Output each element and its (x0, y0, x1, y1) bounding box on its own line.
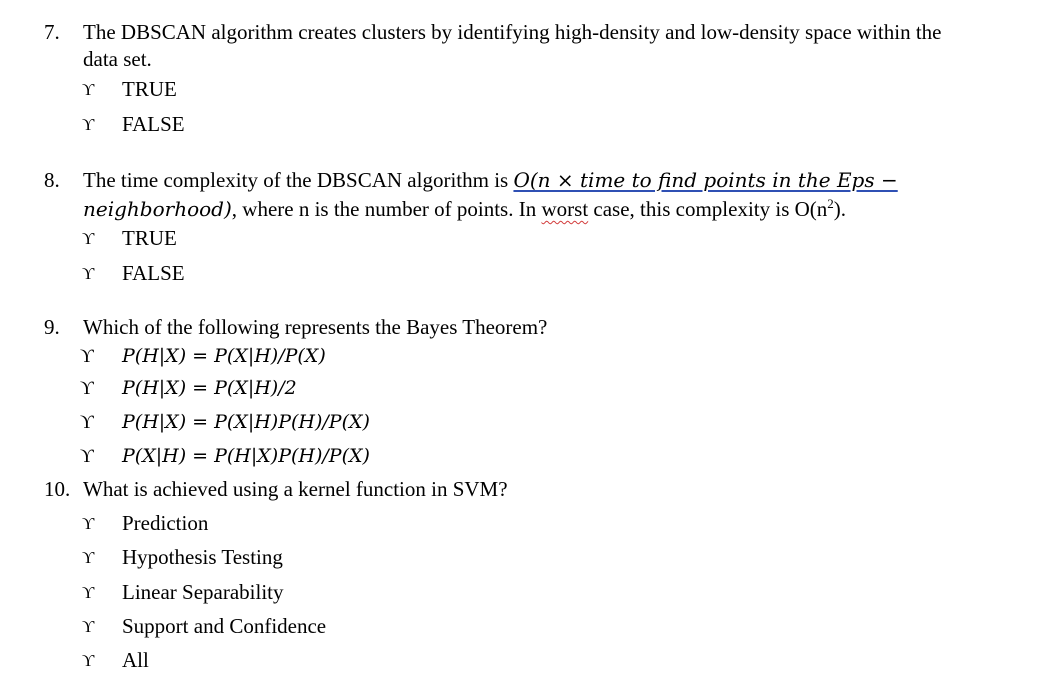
option-bullet-icon: ϒ (82, 514, 95, 533)
question-text-suffix-a: , where n is the number of points. In (231, 197, 542, 221)
option-hypothesis-testing[interactable]: Hypothesis Testing (122, 545, 283, 569)
option-true[interactable]: TRUE (122, 77, 177, 101)
option-bullet-icon: ϒ (80, 346, 94, 367)
misspelled-word: worst (541, 197, 589, 221)
question-number: 7. (44, 20, 60, 44)
option-formula-2[interactable]: P(H|X) = P(X|H)/2 (122, 377, 297, 399)
option-false[interactable]: FALSE (122, 112, 185, 136)
complexity-formula-part1: O(n × time to find points in the Eps − (513, 168, 898, 192)
question-text: Which of the following represents the Bayes Theorem? (83, 315, 548, 339)
option-bullet-icon: ϒ (82, 115, 95, 134)
option-linear-separability[interactable]: Linear Separability (122, 580, 284, 604)
question-text-suffix-b: case, this complexity is O(n (588, 197, 828, 221)
question-text-suffix-c: ). (833, 197, 847, 221)
option-false[interactable]: FALSE (122, 261, 185, 285)
complexity-formula-part2: neighborhood) (83, 197, 232, 221)
option-formula-1[interactable]: P(H|X) = P(X|H)/P(X) (122, 345, 326, 367)
option-bullet-icon: ϒ (82, 651, 95, 670)
option-bullet-icon: ϒ (82, 80, 95, 99)
option-support-and-confidence[interactable]: Support and Confidence (122, 614, 327, 638)
question-text-line1: The DBSCAN algorithm creates clusters by identifying high-density and low-density space within the (83, 20, 942, 44)
question-text: What is achieved using a kernel function in SVM? (83, 477, 508, 501)
question-number: 8. (44, 168, 60, 192)
question-number: 9. (44, 315, 60, 339)
option-bullet-icon: ϒ (80, 378, 94, 399)
option-bullet-icon: ϒ (82, 583, 95, 602)
option-true[interactable]: TRUE (122, 226, 177, 250)
superscript-exponent: 2 (827, 196, 834, 211)
option-bullet-icon: ϒ (82, 548, 95, 567)
question-number: 10. (44, 477, 71, 501)
question-text-line2 (83, 197, 846, 222)
option-all[interactable]: All (122, 648, 149, 672)
option-formula-3[interactable]: P(H|X) = P(X|H)P(H)/P(X) (122, 411, 370, 433)
option-bullet-icon: ϒ (82, 229, 95, 248)
option-bullet-icon: ϒ (82, 264, 95, 283)
question-text-line1 (83, 168, 898, 193)
option-bullet-icon: ϒ (80, 412, 94, 433)
option-bullet-icon: ϒ (80, 446, 94, 467)
question-text-prefix: The time complexity of the DBSCAN algorithm is (83, 168, 514, 192)
question-text-line2: data set. (83, 47, 152, 71)
option-prediction[interactable]: Prediction (122, 511, 209, 535)
option-bullet-icon: ϒ (82, 617, 95, 636)
option-formula-4[interactable]: P(X|H) = P(H|X)P(H)/P(X) (122, 445, 370, 467)
